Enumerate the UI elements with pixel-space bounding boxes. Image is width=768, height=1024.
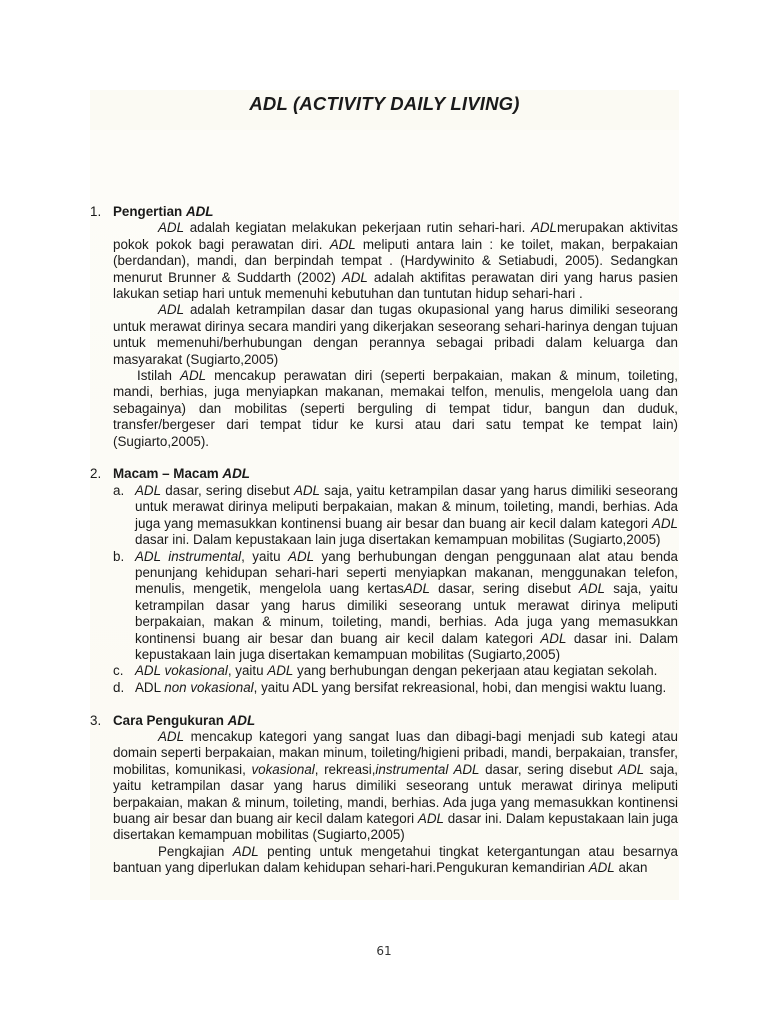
list-item-letter: a. xyxy=(113,482,125,498)
section-pengertian xyxy=(0,204,768,450)
section-heading: Pengertian ADL xyxy=(113,204,214,219)
list-item: b. ADL instrumental, yaitu ADL yang berhubungan dengan penggunaan alat atau benda penunjang kehidupan sehari-hari seperti menyiapkan makanan, menggunakan telefon, menulis, mengetik, mengelola uang kertasADL dasar, sering disebut ADL saja, yaitu ketrampilan dasar yang harus dimiliki seseorang untuk merawat dirinya meliputi berpakaian, makan & minum, toileting, mandi, berhias. Ada juga yang memasukkan kontinensi buang air besar dan buang air kecil dalam kategori ADL dasar ini. Dalam kepustakaan lain juga disertakan kemampuan mobilitas (Sugiarto,2005) xyxy=(113,548,679,662)
paragraph: ADL mencakup kategori yang sangat luas dan dibagi-bagi menjadi sub kategi atau domain seperti berpakaian, makan minum, toileting/higieni pribadi, mandi, berpakaian, transfer, mobilitas, komunikasi, vokasional, rekreasi,instrumental ADL dasar, sering disebut ADL saja, yaitu ketrampilan dasar yang harus dimiliki seseorang untuk merawat dirinya meliputi berpakaian, makan & minum, toileting, mandi, berhias. Ada juga yang memasukkan kontinensi buang air besar dan buang air kecil dalam kategori ADL dasar ini. Dalam kepustakaan lain juga disertakan kemampuan mobilitas (Sugiarto,2005) xyxy=(113,728,678,843)
section-heading: Macam – Macam ADL xyxy=(113,466,250,482)
list-item: c. ADL vokasional, yaitu ADL yang berhubungan dengan pekerjaan atau kegiatan sekolah. xyxy=(113,663,658,679)
section-number: 3. xyxy=(90,712,102,728)
list-item-letter: b. xyxy=(113,548,125,564)
section-cara-pengukuran xyxy=(0,713,768,877)
section-macam-macam xyxy=(0,466,768,696)
section-number: 2. xyxy=(90,466,102,482)
document-title: ADL (ACTIVITY DAILY LIVING) xyxy=(249,93,520,114)
list-item: d. ADL non vokasional, yaitu ADL yang bersifat rekreasional, hobi, dan mengisi waktu luang. xyxy=(113,679,667,695)
page-number: 61 xyxy=(376,944,392,958)
document-body xyxy=(0,204,768,893)
paragraph: ADL adalah ketrampilan dasar dan tugas okupasional yang harus dimiliki seseorang untuk merawat dirinya secara mandiri yang dikerjakan seseorang sehari-harinya dengan tujuan untuk memenuhi/berhubungan dengan perannya sebagai pribadi dalam keluarga dan masyarakat (Sugiarto,2005) xyxy=(113,302,678,367)
list-item-letter: c. xyxy=(113,663,124,679)
paragraph: ADL adalah kegiatan melakukan pekerjaan rutin sehari-hari. ADLmerupakan aktivitas pokok pokok bagi perawatan diri. ADL meliputi antara lain : ke toilet, makan, berpakaian (berdandan), mandi, dan berpindah tempat . (Hardywinito & Setiabudi, 2005). Sedangkan menurut Brunner & Suddarth (2002) ADL adalah aktifitas perawatan diri yang harus pasien lakukan setiap hari untuk memenuhi kebutuhan dan tuntutan hidup sehari-hari . xyxy=(113,220,678,302)
paragraph: Pengkajian ADL penting untuk mengetahui tingkat ketergantungan atau besarnya bantuan yang diperlukan dalam kehidupan sehari-hari.Pengukuran kemandirian ADL akan xyxy=(113,843,678,876)
paragraph: Istilah ADL mencakup perawatan diri (seperti berpakaian, makan & minum, toileting, mandi, berhias, juga menyiapkan makanan, memakai telfon, menulis, mengelola uang dan sebagainya) dan mobilitas (seperti berguling di tempat tidur, bangun dan duduk, transfer/bergeser dari tempat tidur ke kursi atau dari satu tempat ke tempat lain) (Sugiarto,2005). xyxy=(113,368,679,449)
list-item-letter: d. xyxy=(113,679,125,695)
section-heading: Cara Pengukuran ADL xyxy=(113,712,256,728)
section-number: 1. xyxy=(90,204,102,219)
list-item: a. ADL dasar, sering disebut ADL saja, yaitu ketrampilan dasar yang harus dimiliki seseorang untuk merawat dirinya meliputi berpakaian, makan & minum, toileting, mandi, berhias. Ada juga yang memasukkan kontinensi buang air besar dan buang air kecil dalam kategori ADL dasar ini. Dalam kepustakaan lain juga disertakan kemampuan mobilitas (Sugiarto,2005) xyxy=(113,482,678,548)
